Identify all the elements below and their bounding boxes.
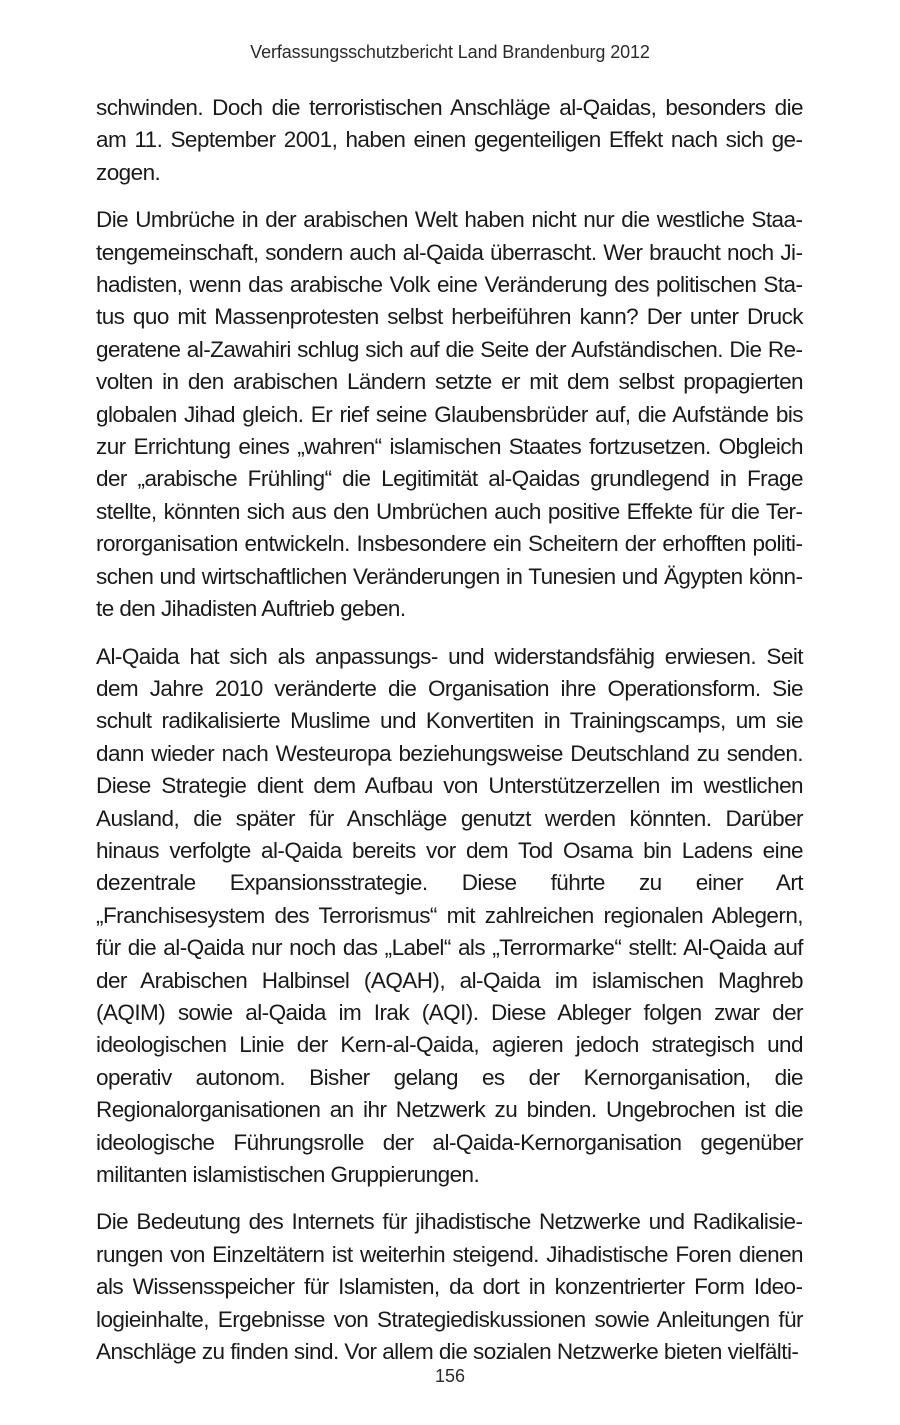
paragraph-3: Al-Qaida hat sich als anpassungs- und widerstandsfähig erwiesen. Seit dem Jahre 2010 veränderte die Organisation ihre Operationsform. Sie schult radikalisierte Muslime und Konvertiten in Trainingscamps, um sie dann wieder nach Westeuropa beziehungsweise Deutschland zu senden. Diese Strategie dient dem Aufbau von Unterstützerzellen im westlichen Ausland, die später für Anschläge genutzt werden könnten. Darüber hinaus verfolgte al-Qaida bereits vor dem Tod Osama bin Ladens eine dezentrale Expansionsstrategie. Diese führte zu einer Art „Franchisesystem des Terrorismus“ mit zahlreichen regionalen Ablegern, für die al-Qaida nur noch das „Label“ als „Terrormarke“ stellt: Al-Qaida auf der Arabischen Halbinsel (AQAH), al-Qaida im islamischen Maghreb (AQIM) sowie al-Qaida im Irak (AQI). Diese Ableger folgen zwar der ideologischen Linie der Kern-al-Qaida, agieren jedoch strategisch und operativ autonom. Bisher gelang es der Kernorganisation, die Regionalorganisationen an ihr Netzwerk zu binden. Ungebrochen ist die ideologische Führungsrolle der al-Qaida-Kernorganisation gegenüber militanten islamistischen Gruppierungen.	[96, 643, 803, 1187]
paragraph-1: schwinden. Doch die terroristischen Anschläge al-Qaidas, besonders die am 11. September 2001, haben einen gegenteiligen Effekt nach sich gezogen.	[96, 95, 803, 185]
running-header: Verfassungsschutzbericht Land Brandenburg 2012	[250, 42, 650, 62]
page-number: 156	[434, 1366, 466, 1386]
paragraph-2: Die Umbrüche in der arabischen Welt haben nicht nur die westliche Staatengemeinschaft, sondern auch al-Qaida überrascht. Wer braucht noch Jihadisten, wenn das arabische Volk eine Veränderung des politischen Status quo mit Massenprotesten selbst herbeiführen kann? Der unter Druck geratene al-Zawahiri schlug sich auf die Seite der Aufständischen. Die Revolten in den arabischen Ländern setzte er mit dem selbst propagierten globalen Jihad gleich. Er rief seine Glaubensbrüder auf, die Aufstände bis zur Errichtung eines „wahren“ islamischen Staates fortzusetzen. Obgleich der „arabische Frühling“ die Legitimität al-Qaidas grundlegend in Frage stellte, könnten sich aus den Umbrüchen auch positive Effekte für die Terrororganisation entwickeln. Insbesondere ein Scheitern der erhofften politischen und wirtschaftlichen Veränderungen in Tunesien und Ägypten könnte den Jihadisten Auftrieb geben.	[96, 207, 803, 622]
body-text	[96, 92, 803, 1383]
paragraph-4: Die Bedeutung des Internets für jihadistische Netzwerke und Radikalisierungen von Einzeltätern ist weiterhin steigend. Jihadistische Foren dienen als Wissensspeicher für Islamisten, da dort in konzentrierter Form Ideologieinhalte, Ergebnisse von Strategiediskussionen sowie Anleitungen für Anschläge zu finden sind. Vor allem die sozialen Netzwerke bieten vielfälti-	[96, 1209, 803, 1365]
